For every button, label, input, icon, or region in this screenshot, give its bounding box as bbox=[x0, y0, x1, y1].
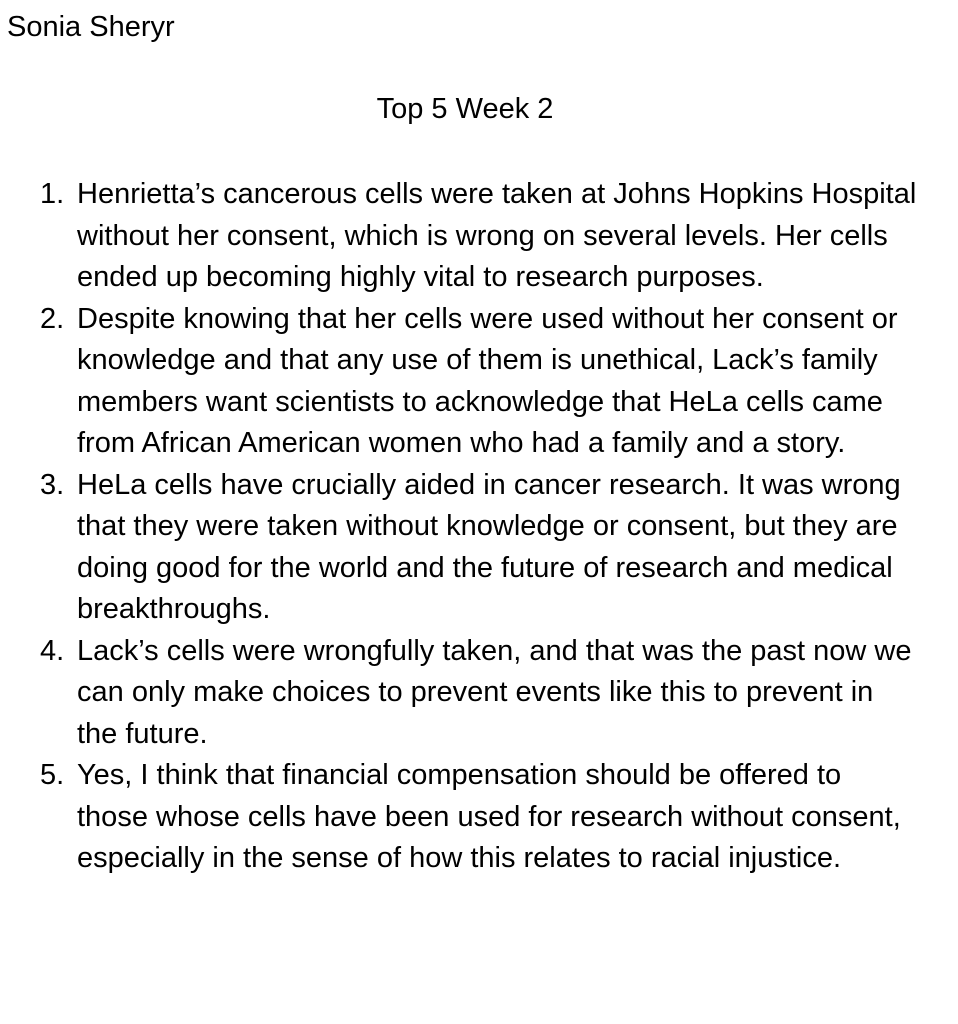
numbered-list bbox=[40, 174, 920, 880]
list-item-number: 5. bbox=[40, 759, 65, 791]
list-item-number: 4. bbox=[40, 634, 65, 667]
author-name: Sonia Sheryr bbox=[7, 11, 175, 43]
list-item bbox=[40, 755, 920, 880]
list-item-number: 1. bbox=[40, 178, 65, 210]
list-item-text: Henrietta’s cancerous cells were taken at Johns Hopkins Hospital without her consent, which is wrong on several levels. Her cells ended up becoming highly vital to research purposes. bbox=[77, 178, 917, 293]
list-item-text: Yes, I think that financial compensation should be offered to those whose cells have been used for research without consent, especially in the sense of how this relates to racial injustice. bbox=[77, 759, 901, 874]
list-item-text: HeLa cells have crucially aided in cancer research. It was wrong that they were taken without knowledge or consent, but they are doing good for the world and the future of research and medical breakthroughs. bbox=[77, 468, 901, 625]
list-item bbox=[40, 299, 920, 465]
list-item bbox=[40, 174, 920, 299]
list-item bbox=[40, 631, 920, 756]
document-title: Top 5 Week 2 bbox=[376, 93, 554, 125]
list-item-number: 2. bbox=[40, 302, 65, 335]
list-item-text: Despite knowing that her cells were used without her consent or knowledge and that any use of them is unethical, Lack’s family members want scientists to acknowledge that HeLa cells came from African American women who had a family and a story. bbox=[77, 302, 898, 459]
list-item-number: 3. bbox=[40, 468, 65, 501]
list-item-text: Lack’s cells were wrongfully taken, and that was the past now we can only make choices to prevent events like this to prevent in the future. bbox=[77, 634, 912, 750]
list-item bbox=[40, 465, 920, 631]
